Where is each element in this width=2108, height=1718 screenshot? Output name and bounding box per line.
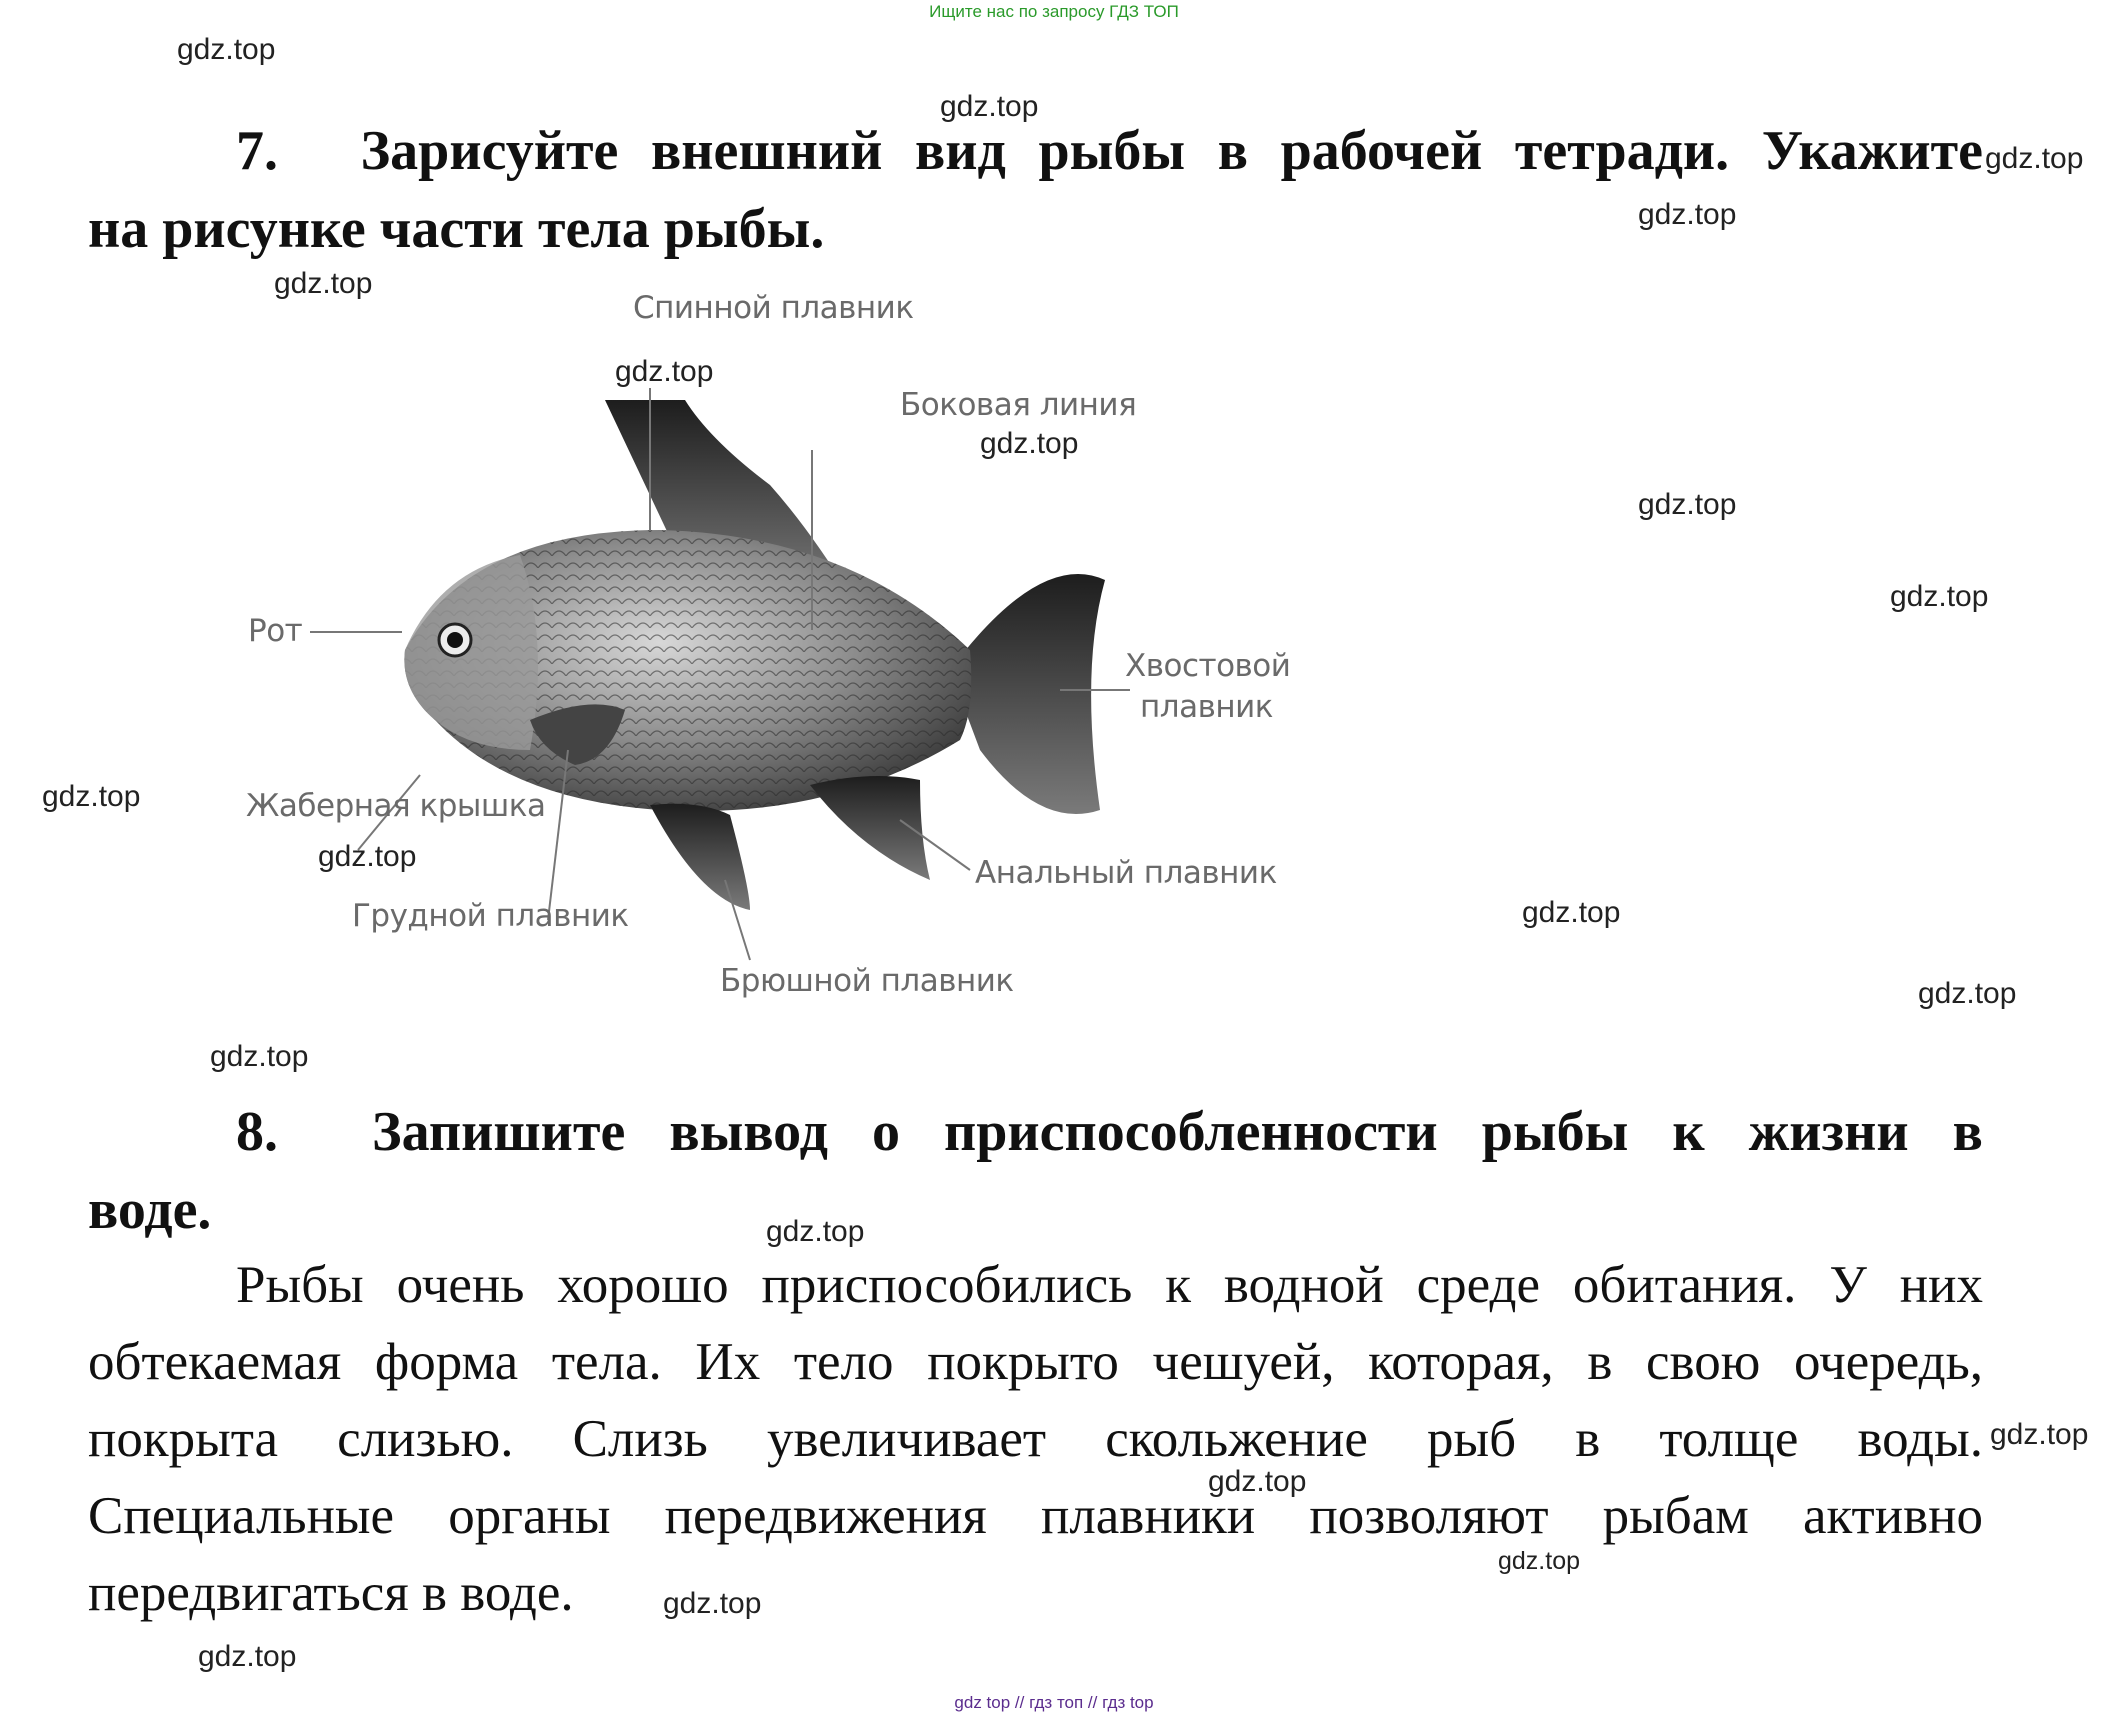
word: жизни <box>1748 1101 1909 1163</box>
task-7-line-2: на рисунке части тела рыбы. <box>88 198 825 260</box>
word: Запишите <box>372 1101 626 1163</box>
word: У <box>1829 1256 1867 1314</box>
label-tail-fin-2: плавник <box>1140 689 1273 725</box>
watermark: gdz.top <box>766 1215 865 1248</box>
word: активно <box>1802 1487 1983 1545</box>
watermark: gdz.top <box>1498 1547 1581 1575</box>
word: Слизь <box>572 1410 708 1468</box>
answer-line-2 <box>88 1324 1983 1401</box>
word: плавники <box>1040 1487 1256 1545</box>
label-mouth: Рот <box>248 613 303 649</box>
word: рыбам <box>1602 1487 1749 1545</box>
label-pectoral-fin: Грудной плавник <box>352 898 629 934</box>
watermark: gdz.top <box>1208 1465 1307 1498</box>
label-tail-fin-1: Хвостовой <box>1125 648 1291 684</box>
answer-line-3 <box>88 1401 1983 1478</box>
word: вид <box>915 120 1006 182</box>
watermark: gdz.top <box>177 33 276 66</box>
label-gill-cover: Жаберная крышка <box>246 788 546 824</box>
word: к <box>1672 1101 1705 1163</box>
word: о <box>871 1101 900 1163</box>
word: внешний <box>650 120 883 182</box>
word: приспособленности <box>944 1101 1438 1163</box>
answer-paragraph <box>88 1247 1983 1632</box>
task-number: 7. <box>236 120 278 182</box>
word: воды. <box>1857 1410 1983 1468</box>
task-8-line-1 <box>88 1093 1983 1171</box>
watermark: gdz.top <box>274 267 373 300</box>
word: в <box>1575 1410 1601 1468</box>
word: рыб <box>1427 1410 1517 1468</box>
word: увеличивает <box>766 1410 1047 1468</box>
watermark: gdz.top <box>663 1587 762 1620</box>
word: Зарисуйте <box>360 120 619 182</box>
word: Их <box>695 1333 761 1391</box>
word: покрыта <box>88 1410 279 1468</box>
watermark: gdz.top <box>980 427 1079 460</box>
word: среде <box>1416 1256 1540 1314</box>
watermark: gdz.top <box>318 840 417 873</box>
word: к <box>1165 1256 1191 1314</box>
word: которая, <box>1368 1333 1554 1391</box>
word: Специальные <box>88 1487 395 1545</box>
watermark: gdz.top <box>42 780 141 813</box>
word: позволяют <box>1309 1487 1549 1545</box>
label-dorsal-fin: Спинной плавник <box>633 290 914 326</box>
watermark: gdz.top <box>198 1640 297 1673</box>
top-banner: Ищите нас по запросу ГДЗ ТОП <box>929 2 1179 21</box>
word: свою <box>1646 1333 1761 1391</box>
word: них <box>1899 1256 1983 1314</box>
word: тело <box>793 1333 894 1391</box>
word: передвижения <box>664 1487 987 1545</box>
word: водной <box>1223 1256 1384 1314</box>
task-8-line-2: воде. <box>88 1179 212 1241</box>
word: в <box>1952 1101 1983 1163</box>
word: Укажите <box>1761 120 1983 182</box>
task-7-heading <box>88 112 1983 268</box>
watermark: gdz.top <box>1990 1418 2089 1451</box>
watermark: gdz.top <box>210 1040 309 1073</box>
label-ventral-fin: Брюшной плавник <box>720 963 1014 999</box>
word: чешуей, <box>1152 1333 1335 1391</box>
watermark: gdz.top <box>940 90 1039 123</box>
word: органы <box>448 1487 611 1545</box>
word: хорошо <box>557 1256 729 1314</box>
word: в <box>1217 120 1248 182</box>
word: вывод <box>669 1101 828 1163</box>
answer-line-1 <box>88 1247 1983 1324</box>
word: слизью. <box>337 1410 514 1468</box>
word: рабочей <box>1280 120 1483 182</box>
answer-line-5: передвигаться в воде. <box>88 1564 574 1622</box>
label-anal-fin: Анальный плавник <box>975 855 1277 891</box>
fish-figure <box>230 280 1340 1020</box>
word: рыбы <box>1481 1101 1629 1163</box>
word: Рыбы <box>236 1256 364 1314</box>
word: форма <box>374 1333 519 1391</box>
watermark: gdz.top <box>1522 896 1621 929</box>
word: очень <box>396 1256 525 1314</box>
watermark: gdz.top <box>1890 580 1989 613</box>
word: толще <box>1659 1410 1799 1468</box>
word: покрыто <box>927 1333 1119 1391</box>
word: приспособились <box>761 1256 1133 1314</box>
footer-links: gdz top // гдз топ // гдз top <box>954 1693 1154 1712</box>
watermark: gdz.top <box>1638 198 1737 231</box>
watermark: gdz.top <box>1638 488 1737 521</box>
watermark: gdz.top <box>615 355 714 388</box>
word: в <box>1587 1333 1613 1391</box>
answer-line-4 <box>88 1478 1983 1555</box>
word: обитания. <box>1572 1256 1797 1314</box>
label-lateral-line: Боковая линия <box>900 387 1137 423</box>
word: скольжение <box>1105 1410 1368 1468</box>
word: тела. <box>551 1333 662 1391</box>
word: рыбы <box>1038 120 1186 182</box>
task-8-heading <box>88 1093 1983 1249</box>
task-number: 8. <box>236 1101 278 1163</box>
watermark: gdz.top <box>1985 142 2084 175</box>
word: очередь, <box>1793 1333 1983 1391</box>
watermark: gdz.top <box>1918 977 2017 1010</box>
word: обтекаемая <box>88 1333 342 1391</box>
word: тетради. <box>1514 120 1730 182</box>
